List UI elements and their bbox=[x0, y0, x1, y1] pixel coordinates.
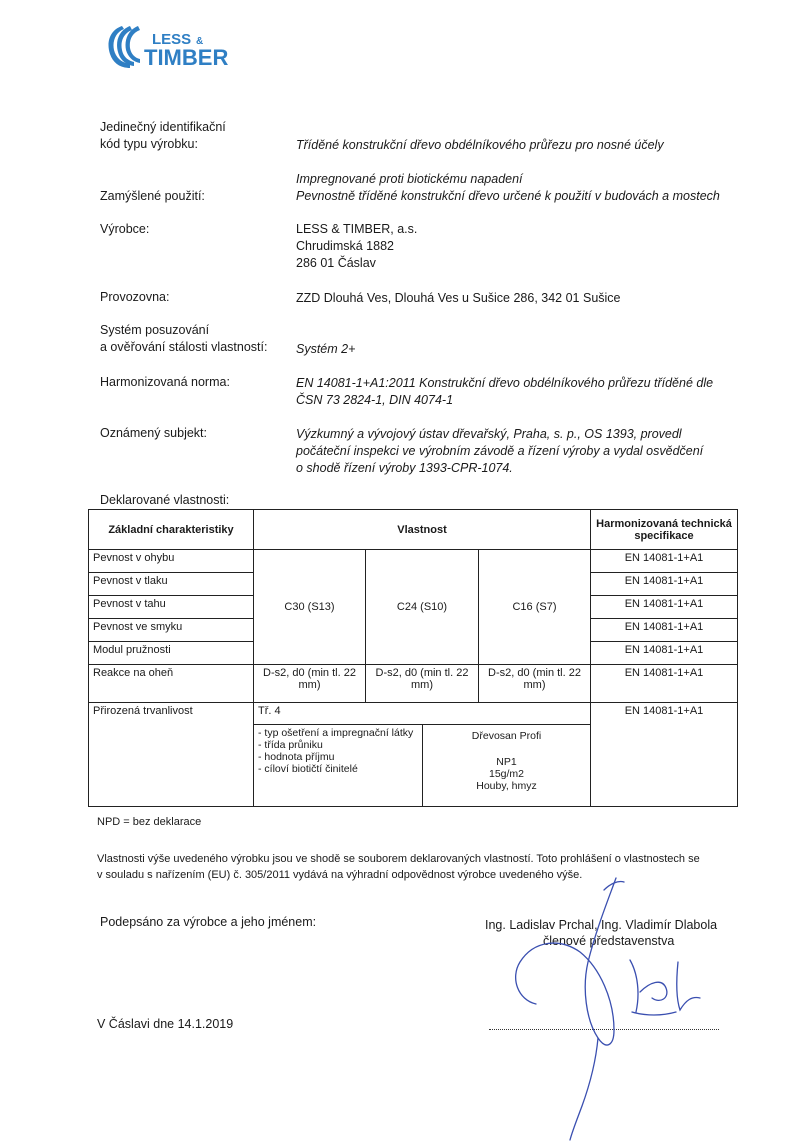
header-specification: Harmonizovaná technická specifikace bbox=[591, 510, 738, 550]
row-label-bending: Pevnost v ohybu bbox=[89, 550, 254, 573]
treatment-labels bbox=[254, 725, 423, 807]
use-value-1: Impregnované proti biotickému napadení bbox=[296, 172, 523, 186]
treat-value-targets: Houby, hmyz bbox=[476, 780, 537, 792]
logo-text-less: LESS bbox=[152, 31, 192, 48]
spec-modulus: EN 14081-1+A1 bbox=[591, 642, 738, 665]
manufacturer-line-1: LESS & TIMBER, a.s. bbox=[296, 222, 418, 236]
durability-class: Tř. 4 bbox=[254, 703, 591, 725]
manufacturer-line-2: Chrudimská 1882 bbox=[296, 239, 394, 253]
signatories-role: členové představenstva bbox=[543, 934, 675, 948]
norm-value-1: EN 14081-1+A1:2011 Konstrukční dřevo obdélníkového průřezu tříděné dle bbox=[296, 376, 714, 390]
header-property: Vlastnost bbox=[254, 510, 591, 550]
treat-label-targets: - cíloví biotičtí činitelé bbox=[258, 763, 358, 775]
fire-c30: D-s2, d0 (min tl. 22 mm) bbox=[254, 665, 366, 703]
class-c30: C30 (S13) bbox=[254, 550, 366, 665]
system-value: Systém 2+ bbox=[296, 342, 356, 356]
treatment-values bbox=[423, 725, 591, 807]
norm-label: Harmonizovaná norma: bbox=[100, 375, 230, 389]
spec-compression: EN 14081-1+A1 bbox=[591, 573, 738, 596]
plant-label: Provozovna: bbox=[100, 290, 170, 304]
statement-line-1: Vlastnosti výše uvedeného výrobku jsou ve shodě se souborem deklarovaných vlastností. Toto prohlášení o vlastnostech se bbox=[97, 853, 700, 865]
spec-fire: EN 14081-1+A1 bbox=[591, 665, 738, 703]
treat-value-retention: 15g/m2 bbox=[488, 768, 525, 780]
use-label: Zamýšlené použití: bbox=[100, 189, 205, 203]
declared-properties-label: Deklarované vlastnosti: bbox=[100, 493, 230, 507]
npd-note: NPD = bez deklarace bbox=[97, 816, 202, 828]
signatories: Ing. Ladislav Prchal, Ing. Vladimír Dlabola bbox=[485, 918, 718, 932]
system-label-1: Systém posuzování bbox=[100, 323, 210, 337]
declared-properties-table bbox=[88, 509, 738, 807]
spec-bending: EN 14081-1+A1 bbox=[591, 550, 738, 573]
manufacturer-line-3: 286 01 Čáslav bbox=[296, 256, 376, 270]
body-value-1: Výzkumný a vývojový ústav dřevařský, Praha, s. p., OS 1393, provedl bbox=[296, 427, 682, 441]
statement-line-2: v souladu s nařízením (EU) č. 305/2011 vydává na výhradní odpovědnost výrobce uvedeného výše. bbox=[97, 869, 583, 881]
row-label-shear: Pevnost ve smyku bbox=[89, 619, 254, 642]
spec-durability: EN 14081-1+A1 bbox=[591, 703, 738, 807]
row-label-compression: Pevnost v tlaku bbox=[89, 573, 254, 596]
norm-value-2: ČSN 73 2824-1, DIN 4074-1 bbox=[296, 393, 454, 407]
fire-c16: D-s2, d0 (min tl. 22 mm) bbox=[479, 665, 591, 703]
treat-label-retention: - hodnota příjmu bbox=[258, 751, 335, 763]
id-code-value: Tříděné konstrukční dřevo obdélníkového průřezu pro nosné účely bbox=[296, 138, 664, 152]
signed-label: Podepsáno za výrobce a jeho jménem: bbox=[100, 915, 317, 929]
place-date: V Čáslavi dne 14.1.2019 bbox=[97, 1017, 234, 1031]
class-c16: C16 (S7) bbox=[479, 550, 591, 665]
id-code-label-1: Jedinečný identifikační bbox=[100, 120, 226, 134]
body-value-2: počáteční inspekci ve výrobním závodě a řízení výroby a vydal osvědčení bbox=[296, 444, 704, 458]
treat-value-penetration: NP1 bbox=[496, 756, 517, 768]
row-label-modulus: Modul pružnosti bbox=[89, 642, 254, 665]
row-label-tension: Pevnost v tahu bbox=[89, 596, 254, 619]
body-label: Oznámený subjekt: bbox=[100, 426, 207, 440]
logo-text-amp: & bbox=[196, 36, 204, 47]
row-label-durability: Přirozená trvanlivost bbox=[89, 703, 254, 807]
treat-value-type: Dřevosan Profi bbox=[471, 730, 542, 742]
logo-text-timber: TIMBER bbox=[144, 45, 229, 70]
less-timber-logo bbox=[100, 22, 252, 70]
system-label-2: a ověřování stálosti vlastností: bbox=[100, 340, 268, 354]
fire-c24: D-s2, d0 (min tl. 22 mm) bbox=[366, 665, 479, 703]
use-value-2: Pevnostně tříděné konstrukční dřevo určené k použití v budovách a mostech bbox=[296, 189, 720, 203]
treat-label-type: - typ ošetření a impregnační látky bbox=[258, 727, 414, 739]
spec-shear: EN 14081-1+A1 bbox=[591, 619, 738, 642]
spec-tension: EN 14081-1+A1 bbox=[591, 596, 738, 619]
id-code-label-2: kód typu výrobku: bbox=[100, 137, 198, 151]
row-label-fire: Reakce na oheň bbox=[89, 665, 254, 703]
body-value-3: o shodě řízení výroby 1393-CPR-1074. bbox=[296, 461, 513, 475]
treat-label-penetration: - třída průniku bbox=[258, 739, 323, 751]
plant-value: ZZD Dlouhá Ves, Dlouhá Ves u Sušice 286, 342 01 Sušice bbox=[296, 291, 621, 305]
manufacturer-label: Výrobce: bbox=[100, 222, 150, 236]
header-characteristics: Základní charakteristiky bbox=[89, 510, 254, 550]
class-c24: C24 (S10) bbox=[366, 550, 479, 665]
handwritten-signature bbox=[490, 870, 750, 1142]
